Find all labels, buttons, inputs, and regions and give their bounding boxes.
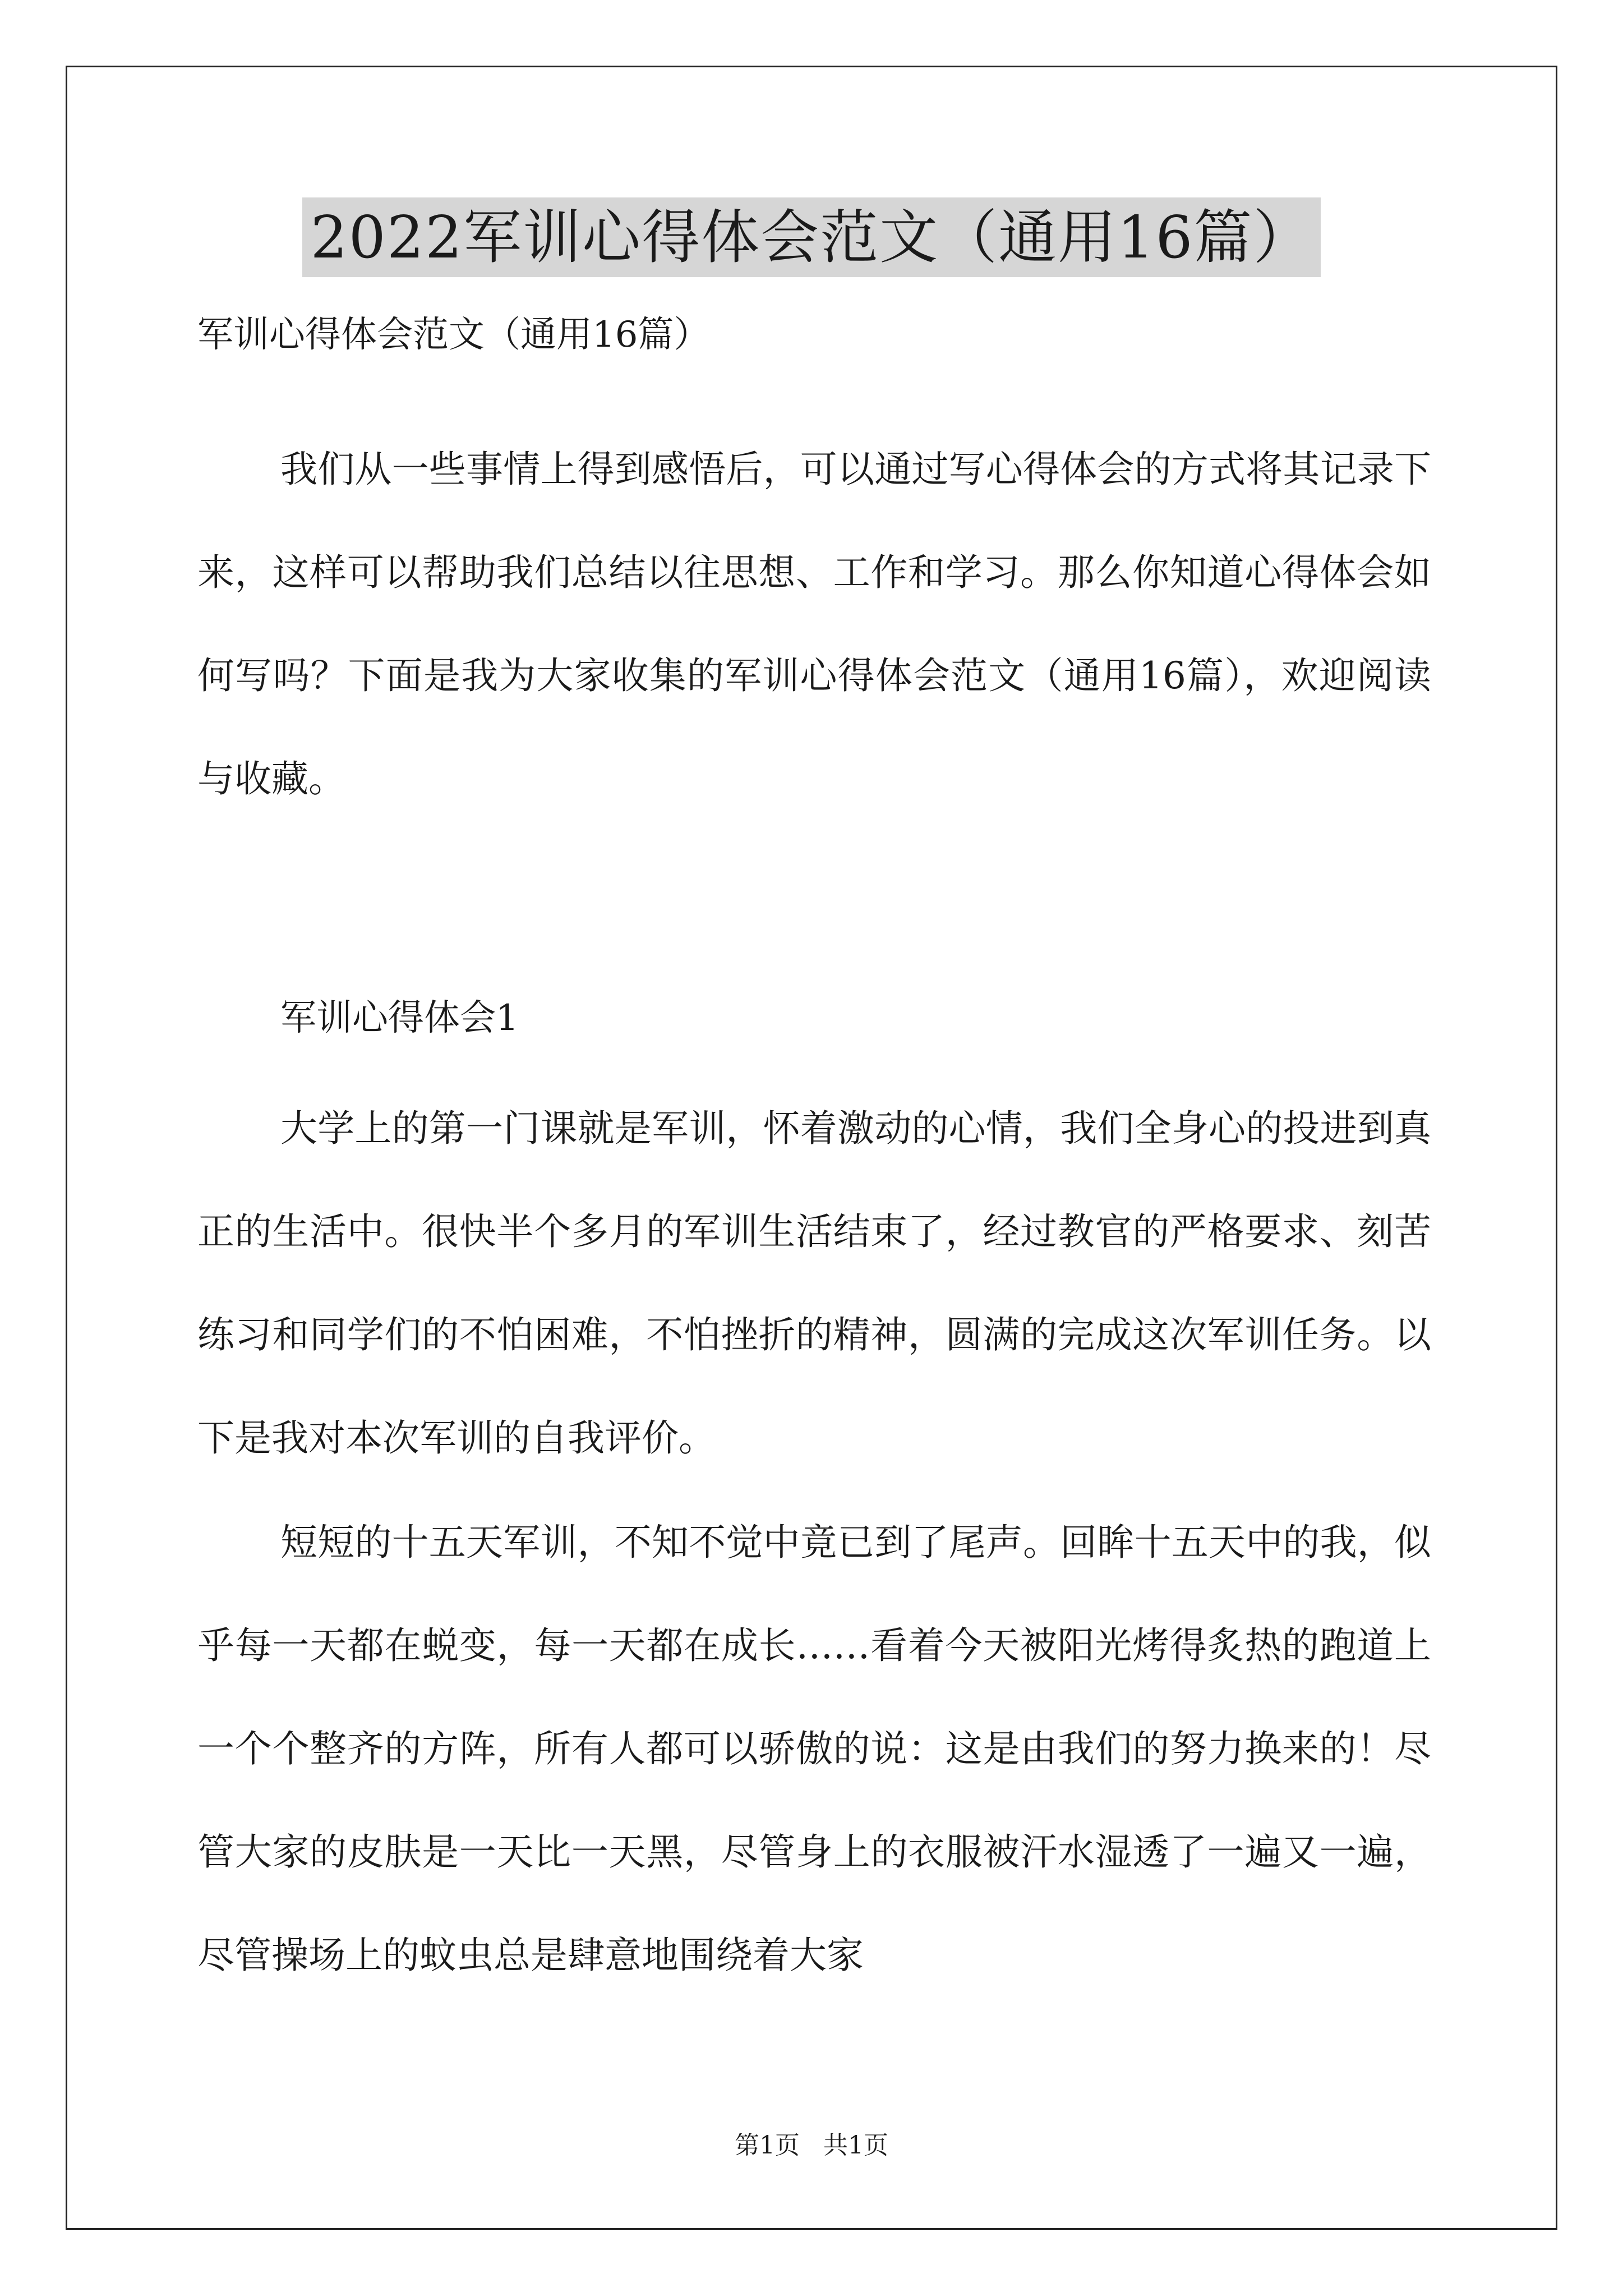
body-paragraph-1: 大学上的第一门课就是军训，怀着激动的心情，我们全身心的投进到真正的生活中。很快半个多月的军训生活结束了，经过教官的严格要求、刻苦练习和同学们的不怕困难，不怕挫折的精神，圆满的完成这次军训任务。以下是我对本次军训的自我评价。 bbox=[197, 1107, 1431, 1460]
document-title: 2022军训心得体会范文（通用16篇） bbox=[302, 197, 1320, 277]
page-footer: 第1页 共1页 bbox=[735, 2131, 888, 2160]
body-paragraph-2: 短短的十五天军训，不知不觉中竟已到了尾声。回眸十五天中的我，似乎每一天都在蜕变，每一天都在成长……看着今天被阳光烤得炙热的跑道上一个个整齐的方阵，所有人都可以骄傲的说：这是由我们的努力换来的！尽管大家的皮肤是一天比一天黑，尽管身上的衣服被汗水湿透了一遍又一遍，尽管操场上的蚊虫总是肆意地围绕着大家 bbox=[197, 1521, 1431, 1977]
document-subtitle: 军训心得体会范文（通用16篇） bbox=[197, 314, 710, 356]
intro-paragraph: 我们从一些事情上得到感悟后，可以通过写心得体会的方式将其记录下来，这样可以帮助我们总结以往思想、工作和学习。那么你知道心得体会如何写吗？下面是我为大家收集的军训心得体会范文（通用16篇），欢迎阅读与收藏。 bbox=[197, 448, 1431, 800]
section-heading: 军训心得体会1 bbox=[280, 997, 519, 1039]
title-container bbox=[0, 197, 1623, 277]
